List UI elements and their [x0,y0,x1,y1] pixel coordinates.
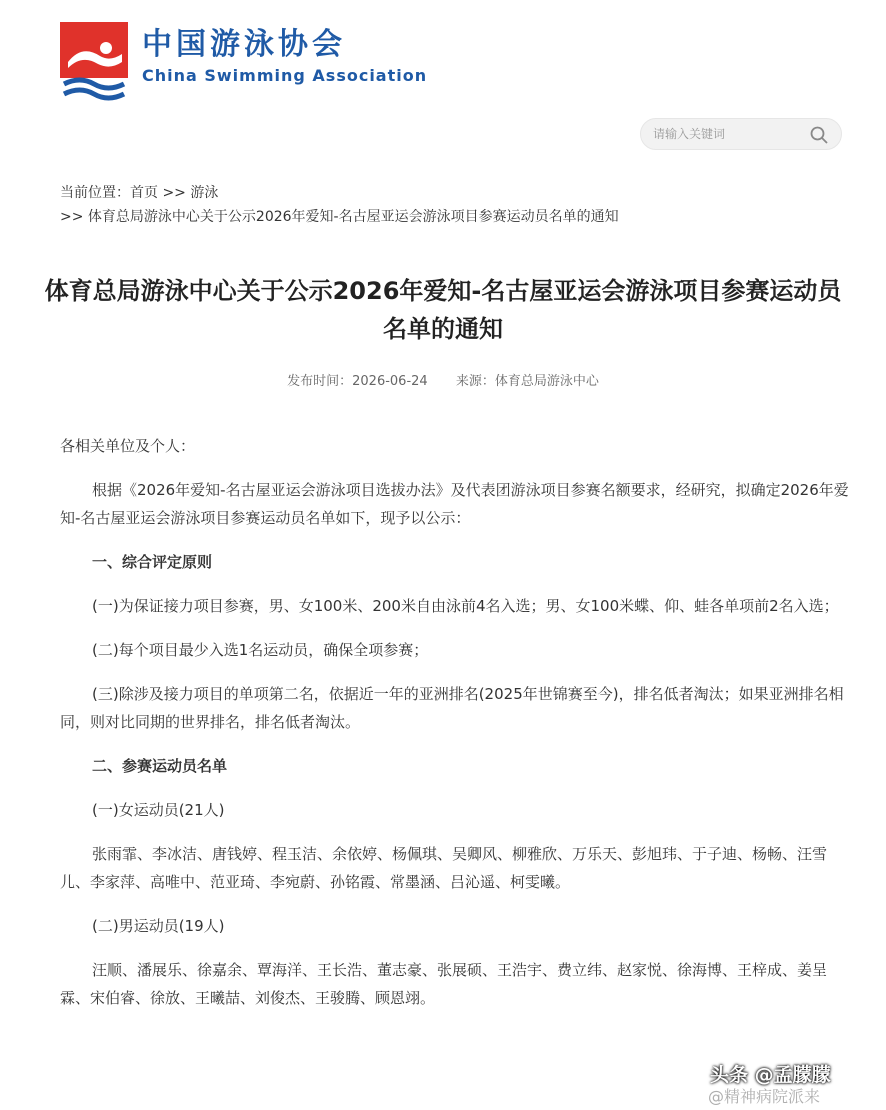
section-heading-roster: 二、参赛运动员名单 [92,757,228,775]
male-athlete-list: 汪顺、潘展乐、徐嘉余、覃海洋、王长浩、董志豪、张展硕、王浩宇、费立纬、赵家悦、徐海博、王梓成、姜呈霖、宋伯睿、徐放、王曦喆、刘俊杰、王骏腾、顾恩翊。 [60,961,828,1007]
site-header [0,0,886,110]
breadcrumb-prefix: 当前位置： [60,185,130,201]
logo-name-cn: 中国游泳协会 [142,27,346,62]
watermark-toutiao: 头条 @孟朦朦 [710,1064,831,1086]
breadcrumb-current: >> 体育总局游泳中心关于公示2026年爱知-名古屋亚运会游泳项目参赛运动员名单的通知 [60,209,619,225]
breadcrumb-section-link[interactable]: 游泳 [190,185,219,201]
female-heading: (一)女运动员(21人) [92,801,225,819]
section-heading-principles: 一、综合评定原则 [92,553,213,571]
male-heading: (二)男运动员(19人) [92,917,225,935]
watermark-weibo: @精神病院派来 [708,1087,821,1106]
intro-paragraph: 根据《2026年爱知-名古屋亚运会游泳项目选拔办法》及代表团游泳项目参赛名额要求，经研究，拟确定2026年爱知-名古屋亚运会游泳项目参赛运动员名单如下，现予以公示： [60,481,849,527]
rule-paragraph: (二)每个项目最少入选1名运动员，确保全项参赛； [92,641,429,659]
logo-name-en: China Swimming Association [142,66,428,85]
rule-paragraph: (三)除涉及接力项目的单项第二名，依据近一年的亚洲排名(2025年世锦赛至今)，排名低者淘汰；如果亚洲排名相同，则对比同期的世界排名，排名低者淘汰。 [60,685,844,731]
article-source: 来源：体育总局游泳中心 [455,374,599,389]
article-title: 体育总局游泳中心关于公示2026年爱知-名古屋亚运会游泳项目参赛运动员名单的通知 [44,277,842,343]
breadcrumb [60,182,218,204]
article-body [60,432,850,1028]
search-input[interactable] [653,119,803,149]
search-box [640,118,842,150]
breadcrumb-separator: >> [158,185,191,201]
breadcrumb-home-link[interactable]: 首页 [130,185,158,201]
female-athlete-list: 张雨霏、李冰洁、唐钱婷、程玉洁、余依婷、杨佩琪、吴卿风、柳雅欣、万乐天、彭旭玮、于子迪、杨畅、汪雪儿、李家萍、高唯中、范亚琦、李宛蔚、孙铭霞、常墨涵、吕沁遥、柯雯曦。 [60,845,828,891]
salutation: 各相关单位及个人： [60,437,196,455]
logo-icon[interactable] [60,22,128,102]
rule-paragraph: (一)为保证接力项目参赛，男、女100米、200米自由泳前4名入选；男、女100米蝶、仰、蛙各单项前2名入选； [92,597,839,615]
article-meta [0,372,886,392]
search-icon[interactable] [809,125,829,145]
publish-time: 发布时间：2026-06-24 [287,374,428,389]
